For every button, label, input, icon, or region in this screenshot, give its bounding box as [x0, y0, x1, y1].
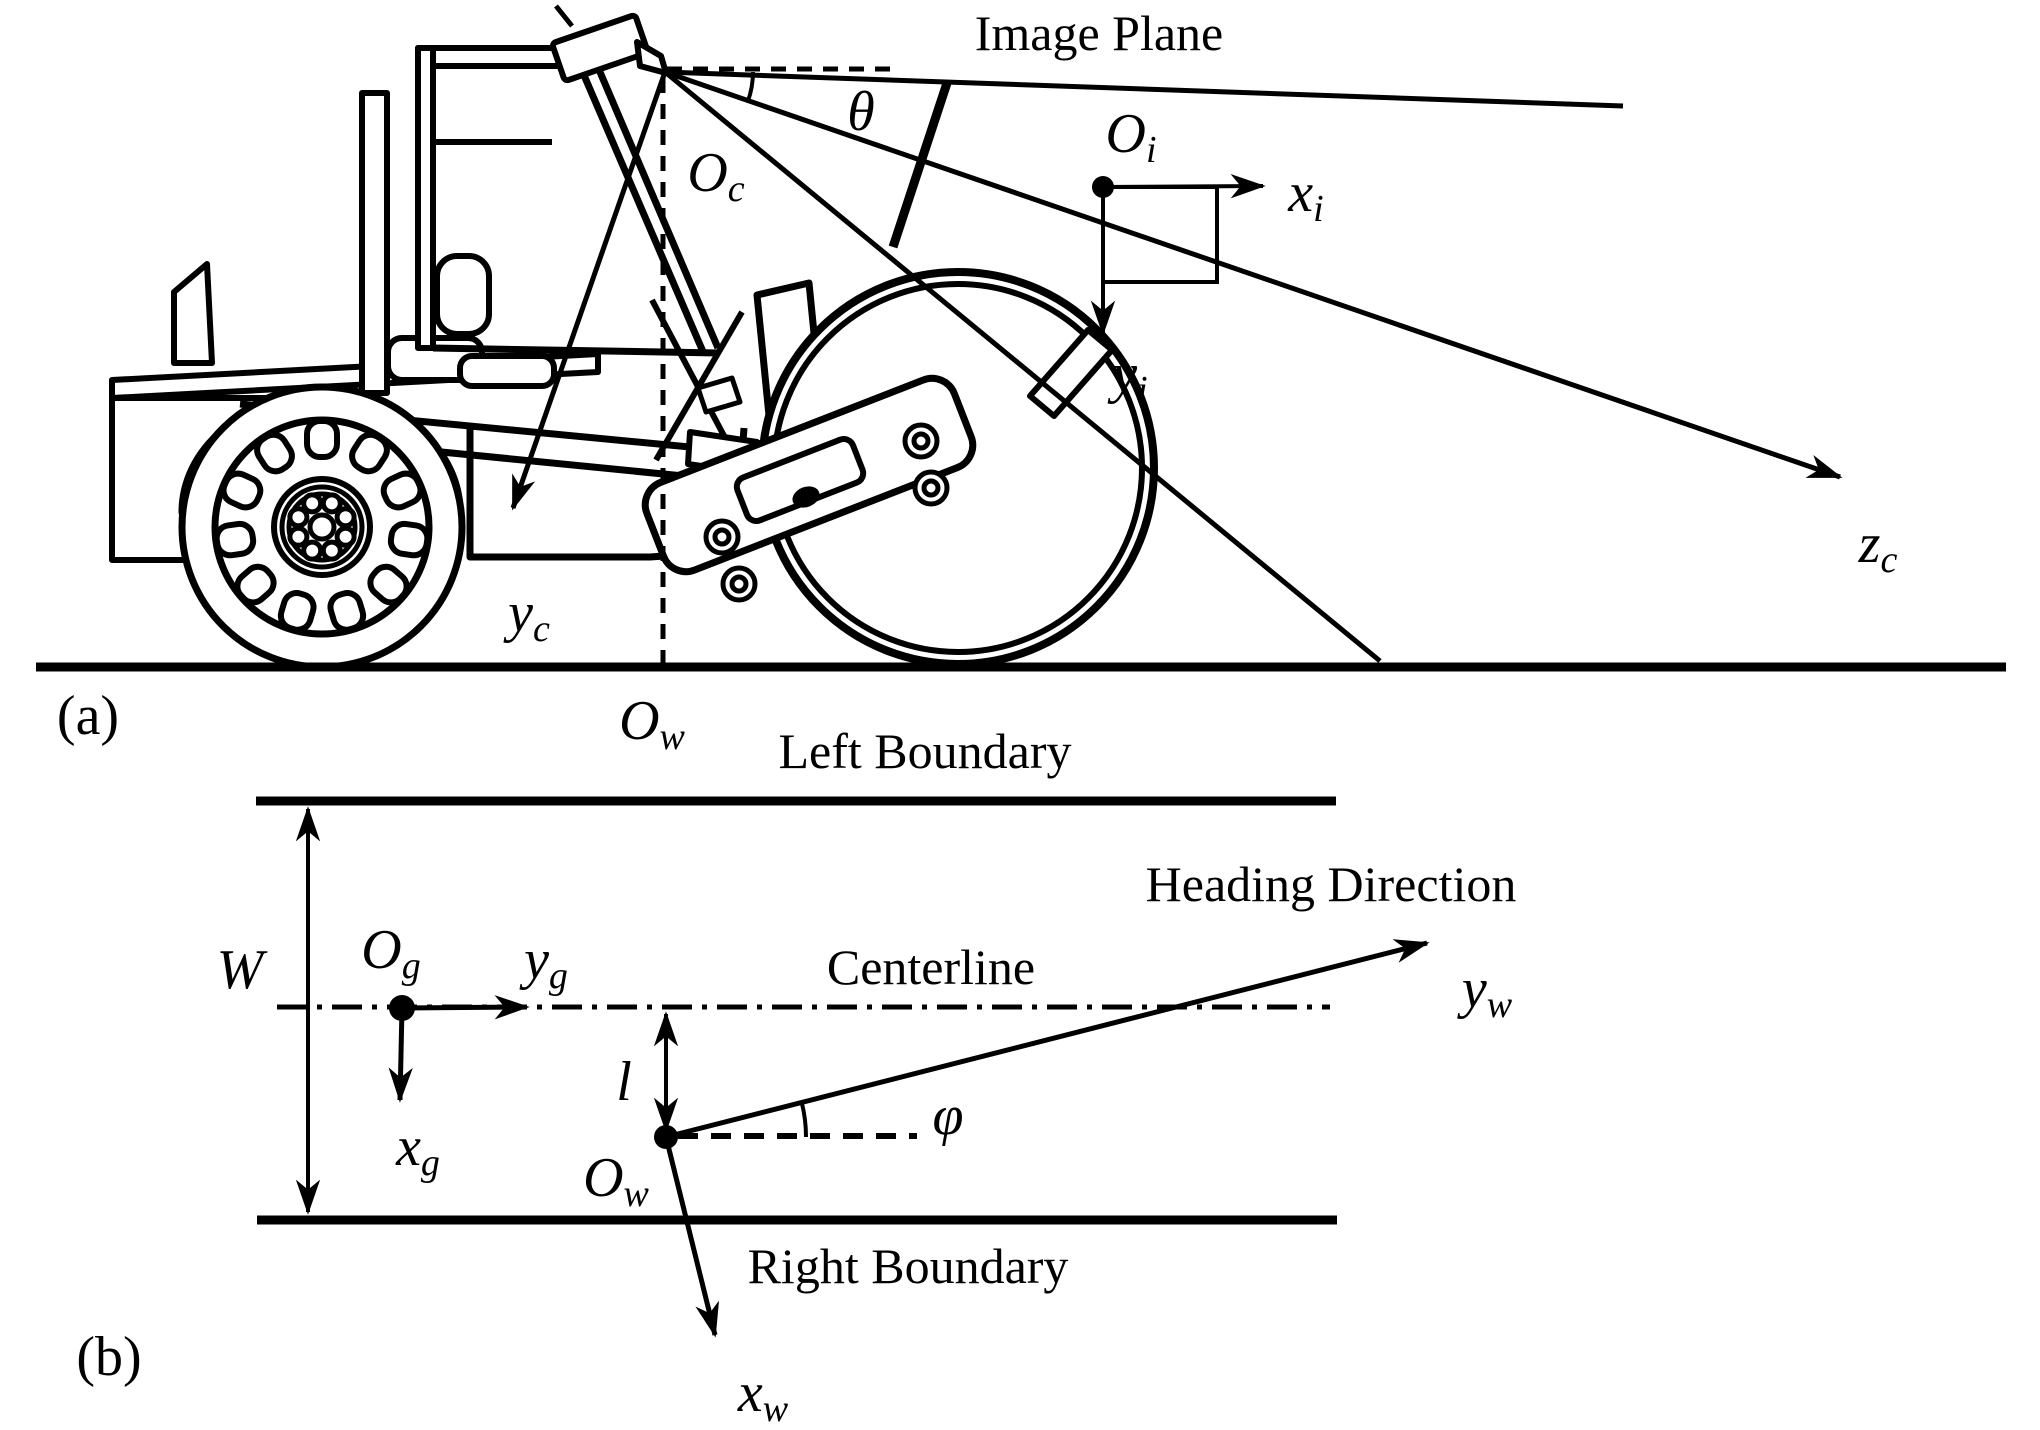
seat-headrest [437, 256, 489, 334]
cab-left-pillar [418, 48, 433, 348]
xi-axis-arrow [1103, 186, 1263, 187]
yc-axis-label: yc [508, 582, 550, 650]
road-roller-illustration [112, 6, 1157, 667]
lateral-offset-label: l [616, 1051, 632, 1113]
centerline-label: Centerline [826, 939, 1036, 995]
xw-axis-label: xw [737, 1362, 789, 1430]
panel-a-tag: (a) [56, 685, 120, 747]
image-coordinate-frame [1092, 176, 1263, 333]
panel-b-tag: (b) [76, 1326, 142, 1388]
image-rectangle [1103, 187, 1217, 282]
camera-icon [552, 6, 666, 81]
hub-center [310, 515, 334, 539]
image-origin-label: Oi [1105, 103, 1157, 171]
xi-axis-label: xi [1288, 162, 1324, 230]
xg-axis-arrow [400, 1008, 402, 1100]
yw-axis-label: yw [1461, 958, 1513, 1026]
zc-axis-label: zc [1858, 513, 1898, 581]
world-origin-label-a: Ow [619, 690, 685, 758]
cab-windshield-inner [580, 66, 704, 354]
rops-bar [362, 93, 387, 393]
image-plane-label: Image Plane [974, 5, 1224, 61]
left-boundary-label: Left Boundary [778, 723, 1072, 779]
yi-axis-label: yi [1112, 343, 1148, 411]
rear-wheel [182, 387, 462, 667]
phi-angle-label: φ [932, 1085, 964, 1147]
seat-armrest [460, 356, 554, 386]
control-lever [698, 378, 740, 412]
right-boundary-label: Right Boundary [747, 1238, 1069, 1294]
road-width-label: W [216, 939, 264, 1001]
xw-axis-arrow [666, 1137, 715, 1335]
world-origin-label-b: Ow [583, 1147, 649, 1215]
global-origin-label: Og [361, 919, 421, 987]
theta-label: θ [847, 81, 875, 143]
fov-top-ray [665, 72, 1623, 106]
exhaust-stack [174, 264, 212, 363]
yg-axis-label: yg [524, 929, 568, 997]
heading-direction-arrow [666, 943, 1427, 1137]
yg-axis-arrow [402, 1007, 527, 1008]
camera-origin-label: Oc [687, 142, 745, 210]
heading-direction-label: Heading Direction [1145, 856, 1517, 912]
xg-axis-label: xg [396, 1116, 440, 1184]
phi-arc [802, 1102, 806, 1137]
